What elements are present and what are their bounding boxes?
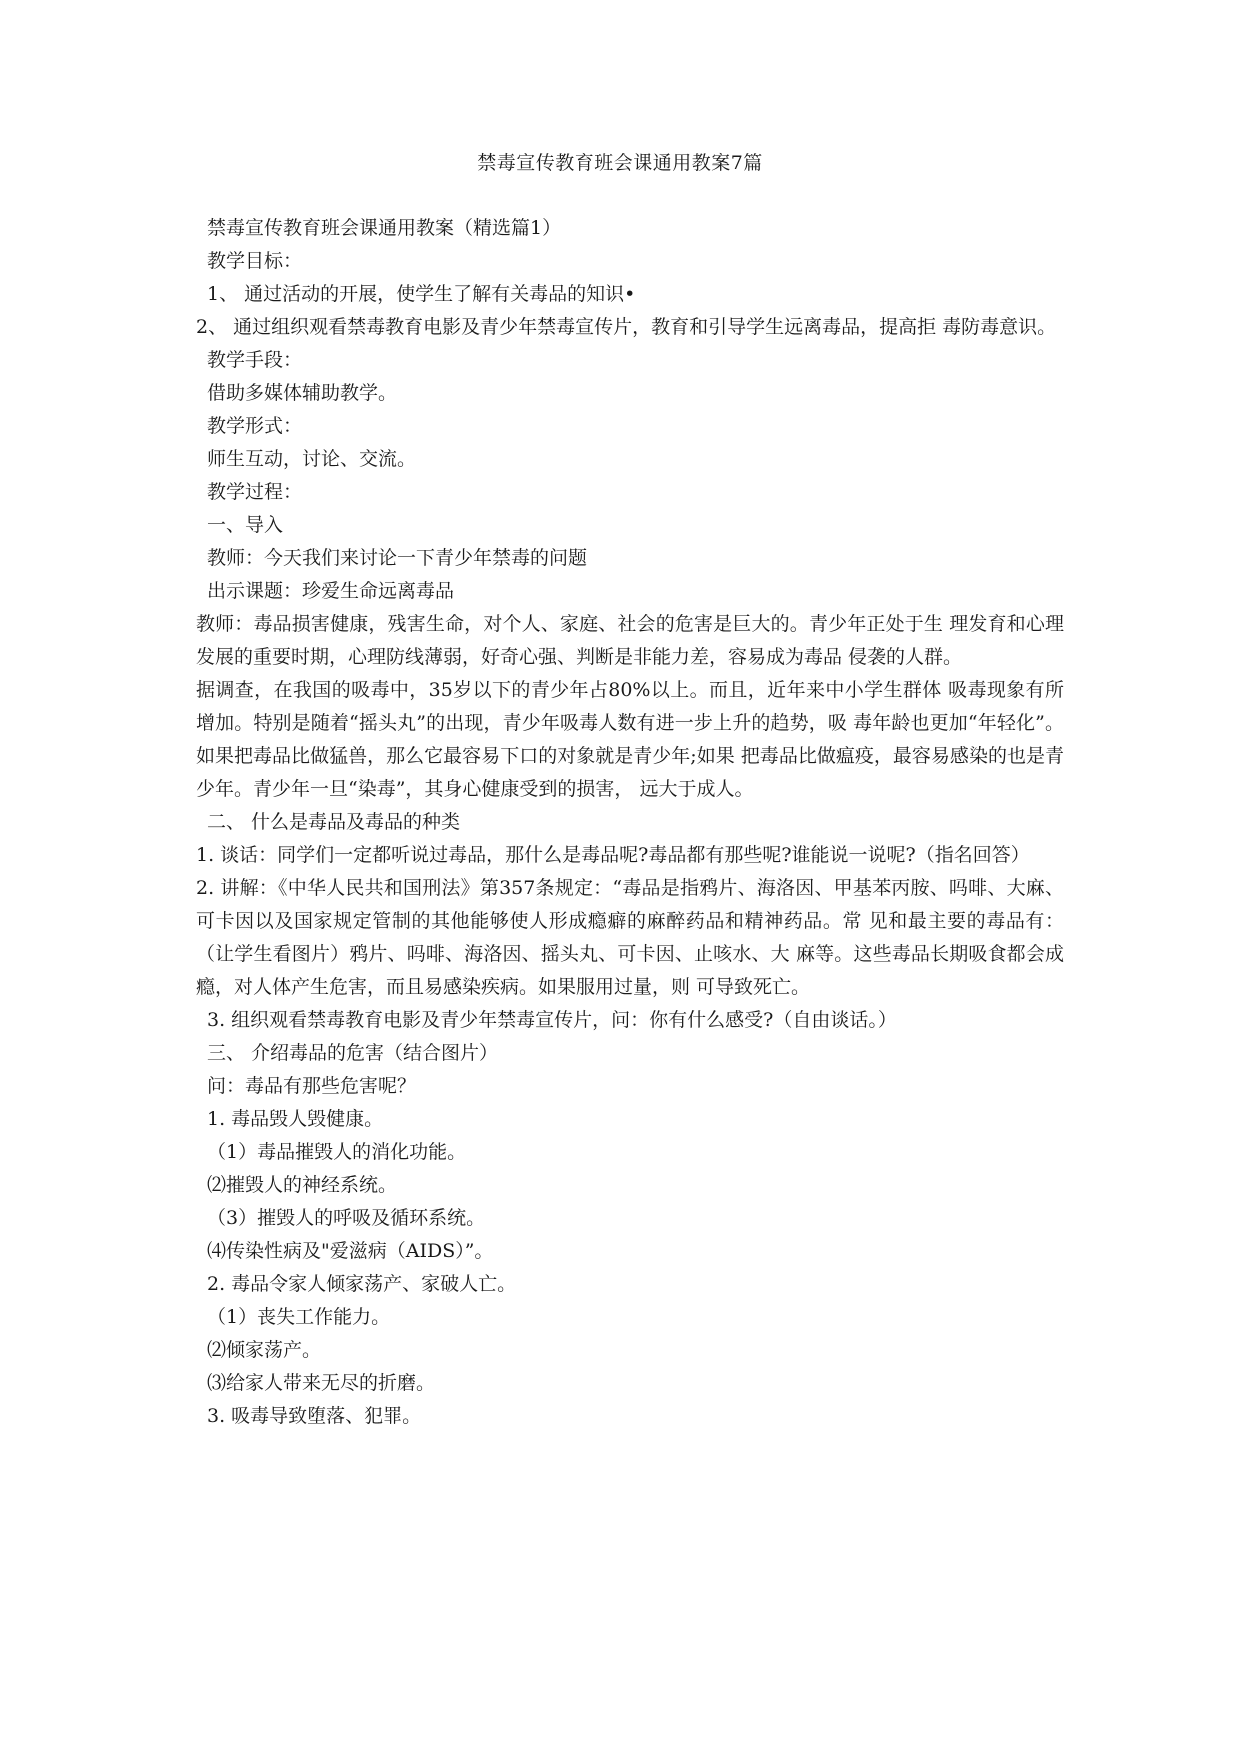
paragraph: 教师：毒品损害健康，残害生命，对个人、家庭、社会的危害是巨大的。青少年正处于生 理发育和心理发展的重要时期，心理防线薄弱，好奇心强、判断是非能力差，容易成为毒品 侵袭的人群。 <box>196 613 1064 668</box>
paragraph: 3. 吸毒导致堕落、犯罪。 <box>207 1405 422 1427</box>
paragraph: ⑷传染性病及"爱滋病（AIDS）”。 <box>207 1240 494 1262</box>
document-body <box>196 212 1064 1433</box>
paragraph: 教学过程： <box>207 481 303 503</box>
paragraph: 2. 毒品令家人倾家荡产、家破人亡。 <box>207 1273 517 1295</box>
paragraph: 三、 介绍毒品的危害（结合图片） <box>207 1042 499 1064</box>
paragraph: （3）摧毁人的呼吸及循环系统。 <box>207 1207 486 1229</box>
paragraph: ⑵倾家荡产。 <box>207 1339 322 1361</box>
paragraph: ⑶给家人带来无尽的折磨。 <box>207 1372 436 1394</box>
paragraph: 2、 通过组织观看禁毒教育电影及青少年禁毒宣传片，教育和引导学生远离毒品，提高拒 毒防毒意识。 <box>196 316 1057 338</box>
paragraph: 2. 讲解：《中华人民共和国刑法》第357条规定：“毒品是指鸦片、海洛因、甲基苯丙胺、吗啡、大麻、可卡因以及国家规定管制的其他能够使人形成瘾癖的麻醉药品和精神药品。常 见和最主要的毒品有：（让学生看图片）鸦片、吗啡、海洛因、摇头丸、可卡因、止咳水、大 麻等。这些毒品长期吸食都会成瘾，对人体产生危害，而且易感染疾病。如果服用过量，则 可导致死亡。 <box>196 877 1064 998</box>
paragraph: 一、导入 <box>207 514 284 536</box>
paragraph: 3. 组织观看禁毒教育电影及青少年禁毒宣传片，问：你有什么感受?（自由谈话。） <box>207 1009 897 1031</box>
paragraph: 教师：今天我们来讨论一下青少年禁毒的问题 <box>207 547 588 569</box>
document-title: 禁毒宣传教育班会课通用教案7篇 <box>477 152 763 174</box>
paragraph: 出示课题：珍爱生命远离毒品 <box>207 580 455 602</box>
paragraph: （1）毒品摧毁人的消化功能。 <box>207 1141 467 1163</box>
paragraph: 二、 什么是毒品及毒品的种类 <box>207 811 461 833</box>
paragraph: 据调查，在我国的吸毒中，35岁以下的青少年占80%以上。而且，近年来中小学生群体 吸毒现象有所增加。特别是随着“摇头丸”的出现，青少年吸毒人数有进一步上升的趋势，吸 毒年龄也更加“年轻化”。如果把毒品比做猛兽，那么它最容易下口的对象就是青少年;如果 把毒品比做瘟疫，最容易感染的也是青少年。青少年一旦“染毒”，其身心健康受到的损害， 远大于成人。 <box>196 679 1064 800</box>
section-heading: 禁毒宣传教育班会课通用教案（精选篇1） <box>207 217 562 239</box>
paragraph: 教学手段： <box>207 349 303 371</box>
paragraph: 教学形式： <box>207 415 303 437</box>
paragraph: 师生互动，讨论、交流。 <box>207 448 417 470</box>
paragraph: 1、 通过活动的开展，使学生了解有关毒品的知识• <box>207 283 636 305</box>
paragraph: 1. 毒品毁人毁健康。 <box>207 1108 384 1130</box>
paragraph: （1）丧失工作能力。 <box>207 1306 391 1328</box>
paragraph: ⑵摧毁人的神经系统。 <box>207 1174 398 1196</box>
paragraph: 问：毒品有那些危害呢？ <box>207 1075 417 1097</box>
paragraph: 教学目标： <box>207 250 303 272</box>
paragraph: 1. 谈话：同学们一定都听说过毒品，那什么是毒品呢?毒品都有那些呢?谁能说一说呢?（指名回答） <box>196 844 1030 866</box>
paragraph: 借助多媒体辅助教学。 <box>207 382 398 404</box>
